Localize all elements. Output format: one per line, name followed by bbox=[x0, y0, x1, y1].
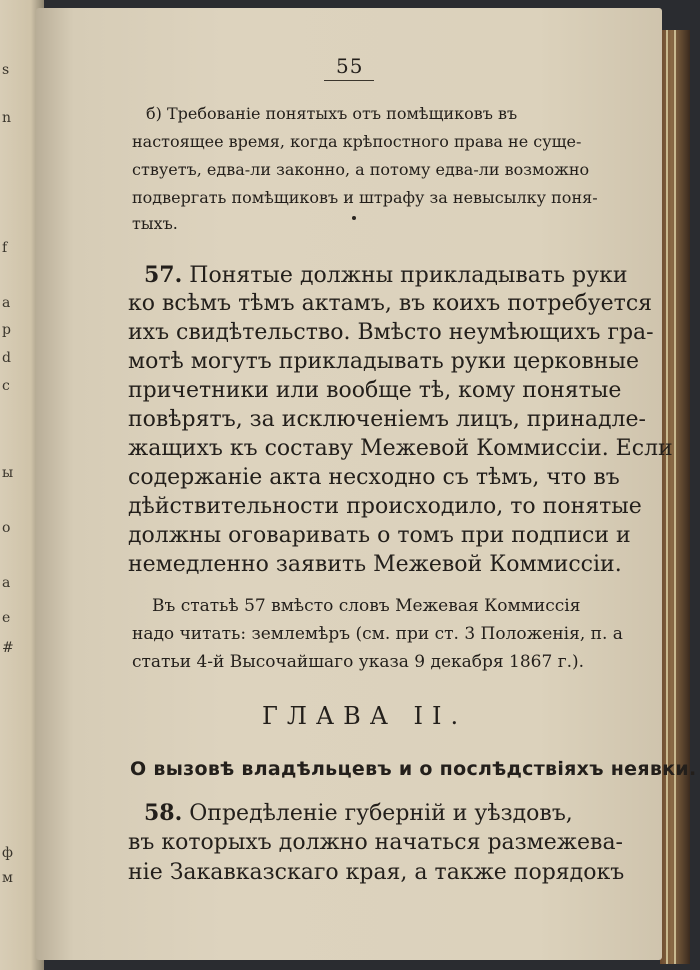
article-first-line bbox=[144, 800, 573, 826]
note-line: б) Требованіе понятыхъ отъ помѣщиковъ въ bbox=[146, 104, 518, 123]
remark-line: Въ статьѣ 57 вмѣсто словъ Межевая Коммиссія bbox=[152, 596, 581, 616]
article-line: въ которыхъ должно начаться размежева- bbox=[128, 830, 623, 855]
article-line: жащихъ къ составу Межевой Коммиссіи. Если bbox=[128, 436, 673, 461]
article-line: немедленно заявить Межевой Коммиссіи. bbox=[128, 552, 622, 577]
article-line: ко всѣмъ тѣмъ актамъ, въ коихъ потребуется bbox=[128, 291, 653, 316]
left-page-fragment: e bbox=[2, 610, 12, 626]
left-page-fragment: о bbox=[2, 520, 12, 536]
article-text: Понятые должны прикладывать руки bbox=[182, 263, 628, 288]
page-number-underline bbox=[324, 80, 374, 81]
page-edge-line bbox=[666, 30, 668, 964]
chapter-title: ГЛАВА II. bbox=[262, 702, 468, 730]
left-page-fragment: d bbox=[2, 350, 12, 366]
left-page-fragment: f bbox=[2, 240, 9, 256]
left-page-fragment: ф bbox=[2, 845, 14, 861]
article-line: дѣйствительности происходило, то понятые bbox=[128, 494, 642, 519]
article-line: содержаніе акта несходно съ тѣмъ, что въ bbox=[128, 465, 620, 490]
ink-spot bbox=[352, 216, 356, 220]
left-page-fragment: n bbox=[2, 110, 13, 126]
article-first-line bbox=[144, 262, 628, 288]
page-edge-line bbox=[674, 30, 676, 964]
article-line: мотѣ могутъ прикладывать руки церковные bbox=[128, 349, 639, 374]
note-line: тыхъ. bbox=[132, 214, 178, 233]
left-page-fragment: c bbox=[2, 378, 11, 394]
left-page-fragment: м bbox=[2, 870, 14, 886]
article-line: ихъ свидѣтельство. Вмѣсто неумѣющихъ гра- bbox=[128, 320, 654, 345]
left-page-fragment: a bbox=[2, 295, 12, 311]
chapter-subheading: О вызовѣ владѣльцевъ и о послѣдствіяхъ неявки. bbox=[130, 758, 697, 780]
article-number: 58. bbox=[144, 800, 183, 826]
left-page-fragment: s bbox=[2, 62, 11, 78]
remark-line: надо читать: землемѣръ (см. при ст. 3 Положенія, п. а bbox=[132, 624, 623, 644]
article-line: ніе Закавказскаго края, а также порядокъ bbox=[128, 860, 625, 885]
left-page-fragment: р bbox=[2, 322, 12, 338]
page-number: 55 bbox=[336, 54, 364, 78]
page-stack-edge bbox=[660, 30, 690, 964]
left-page-fragment: а bbox=[2, 575, 12, 591]
article-line: повѣрятъ, за исключеніемъ лицъ, принадле- bbox=[128, 407, 646, 432]
article-line: причетники или вообще тѣ, кому понятые bbox=[128, 378, 622, 403]
remark-line: статьи 4-й Высочайшаго указа 9 декабря 1867 г.). bbox=[132, 652, 585, 672]
note-line: подвергать помѣщиковъ и штрафу за невысылку поня- bbox=[132, 188, 598, 207]
book-page bbox=[36, 8, 697, 960]
article-line: должны оговаривать о томъ при подписи и bbox=[128, 523, 631, 548]
left-page-fragment: # bbox=[2, 640, 15, 656]
note-line: настоящее время, когда крѣпостного права не суще- bbox=[132, 132, 582, 151]
left-page-fragment: ы bbox=[2, 465, 15, 481]
note-line: ствуетъ, едва-ли законно, а потому едва-ли возможно bbox=[132, 160, 590, 179]
article-text: Опредѣленіе губерній и уѣздовъ, bbox=[182, 801, 573, 826]
article-number: 57. bbox=[144, 262, 183, 288]
